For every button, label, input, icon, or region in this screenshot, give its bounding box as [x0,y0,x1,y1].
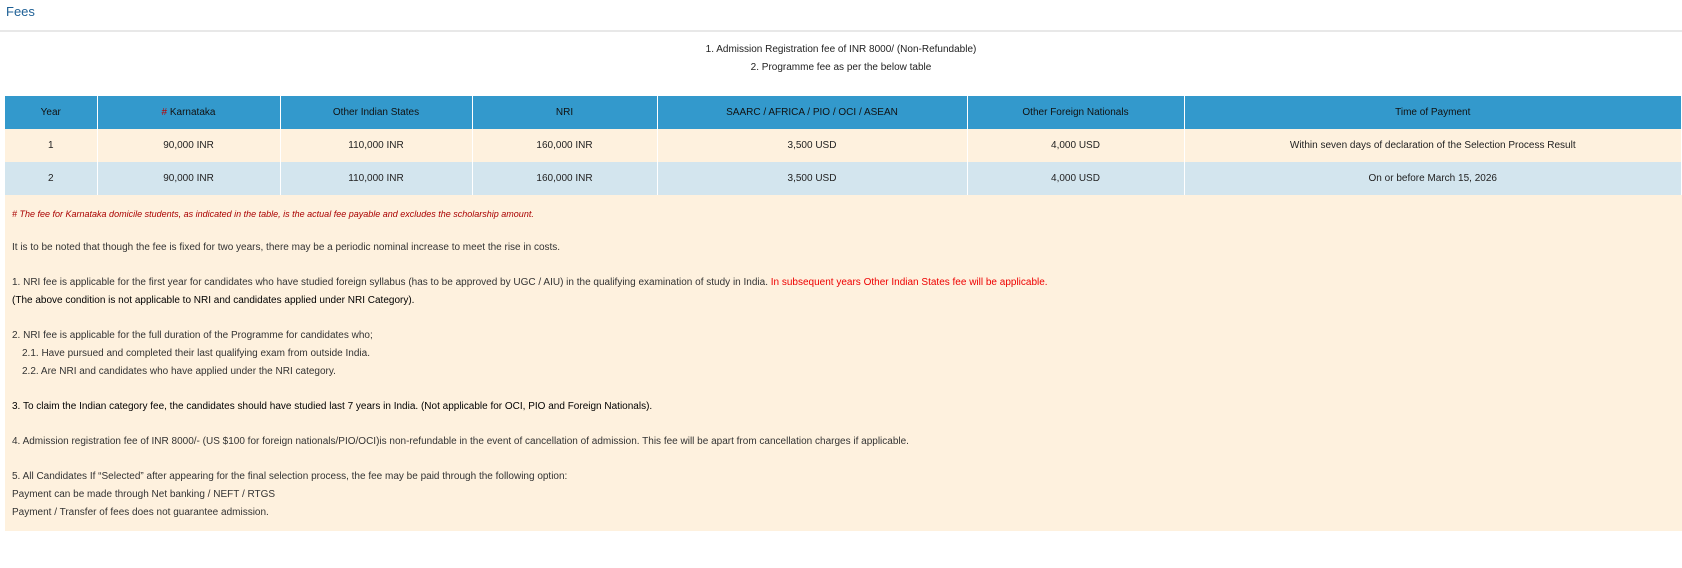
cell: 90,000 INR [97,129,280,162]
note-4: 4. Admission registration fee of INR 8000/- (US $100 for foreign nationals/PIO/OCI)is non-refundable in the event of cancellation of admission. This fee will be apart from cancellation charges if applicable. [12,436,909,447]
note-text: 1. NRI fee is applicable for the first year for candidates who have studied foreign syllabus (has to be approved by UGC / AIU) in the qualifying examination of study in India. [12,277,771,288]
col-saarc: SAARC / AFRICA / PIO / OCI / ASEAN [657,96,967,129]
fee-table [5,96,1682,195]
cell: 160,000 INR [472,162,657,195]
intro-line: 2. Programme fee as per the below table [750,62,932,73]
intro [0,32,1682,96]
note: (The above condition is not applicable to NRI and candidates applied under NRI Category). [12,295,415,306]
cell: 4,000 USD [967,162,1184,195]
note: Payment / Transfer of fees does not guarantee admission. [12,507,269,518]
table-header [5,96,1682,129]
cell: 90,000 INR [97,162,280,195]
cell: 1 [5,129,97,162]
table-row [5,129,1682,162]
col-foreign: Other Foreign Nationals [967,96,1184,129]
col-other-states: Other Indian States [280,96,472,129]
note-3: 3. To claim the Indian category fee, the candidates should have studied last 7 years in India. (Not applicable for OCI, PIO and Foreign Nationals). [12,401,653,412]
cell: 110,000 INR [280,162,472,195]
col-time: Time of Payment [1184,96,1682,129]
cell: 3,500 USD [657,162,967,195]
note: It is to be noted that though the fee is fixed for two years, there may be a periodic nominal increase to meet the rise in costs. [12,242,561,253]
col-year: Year [5,96,97,129]
note-1 [12,274,1682,292]
note: Payment can be made through Net banking / NEFT / RTGS [12,489,276,500]
table-row [5,162,1682,195]
col-karnataka-label: Karnataka [169,107,216,118]
cell: On or before March 15, 2026 [1184,162,1682,195]
cell: 3,500 USD [657,129,967,162]
note: 2.2. Are NRI and candidates who have applied under the NRI category. [22,366,336,377]
cell: 2 [5,162,97,195]
cell: 110,000 INR [280,129,472,162]
note-2: 2. NRI fee is applicable for the full duration of the Programme for candidates who; [12,330,373,341]
note: 2.1. Have pursued and completed their last qualifying exam from outside India. [22,348,370,359]
cell: 160,000 INR [472,129,657,162]
hash-mark: # [161,107,168,118]
footnote: # The fee for Karnataka domicile students, as indicated in the table, is the actual fee payable and excludes the scholarship amount. [12,209,534,219]
cell: 4,000 USD [967,129,1184,162]
col-nri: NRI [472,96,657,129]
note-highlight: In subsequent years Other Indian States fee will be applicable. [770,277,1048,288]
notes [5,195,1682,531]
intro-line: 1. Admission Registration fee of INR 8000/ (Non-Refundable) [705,44,977,55]
note-5: 5. All Candidates If “Selected” after appearing for the final selection process, the fee may be paid through the following option: [12,471,568,482]
col-karnataka [97,96,280,129]
page-title: Fees [0,0,1682,32]
cell: Within seven days of declaration of the Selection Process Result [1184,129,1682,162]
